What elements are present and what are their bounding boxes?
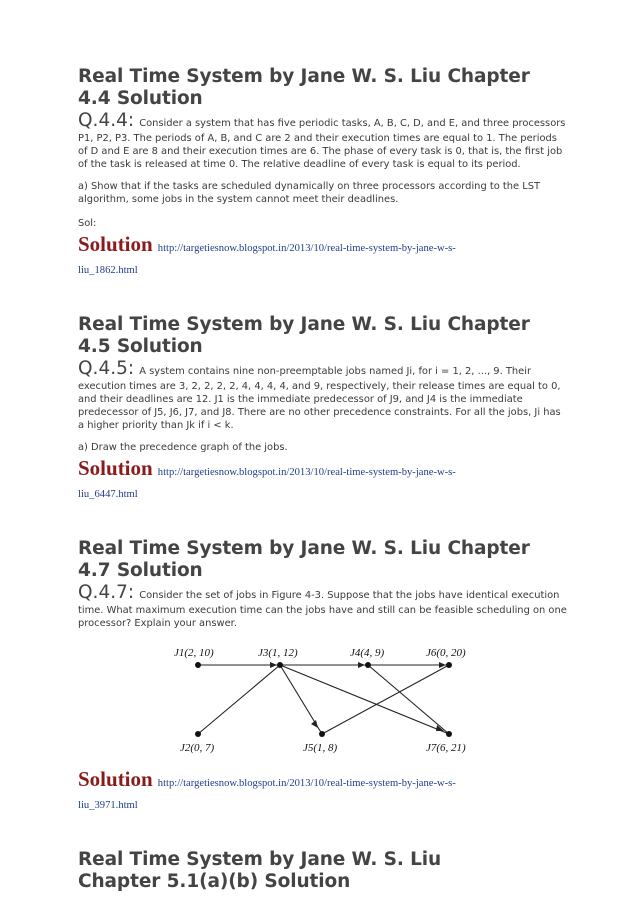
question-text-cont: execution times are 3, 2, 2, 2, 2, 4, 4, 4, 4, and 9, respectively, their release times are equal to 0, and their deadlines are 12. J1 is the immediate predecessor of J9, and J4 is the immediate predecessor of J5, J6, J7, and J8. There are no other precedence constraints. For all the jobs, Ji has a higher priority than Jk if i < k.	[78, 381, 561, 431]
precedence-graph-figure	[158, 644, 480, 762]
question-text: Consider the set of jobs in Figure 4-3. Suppose that the jobs have identical execution	[139, 590, 560, 601]
document-page	[78, 66, 568, 893]
node-label-j6: J6(0, 20)	[426, 647, 466, 659]
arrowhead	[358, 662, 365, 668]
arrowhead	[311, 720, 318, 728]
edge-j3-j2	[198, 665, 280, 734]
solution-link[interactable]: http://targetiesnow.blogspot.in/2013/10/real-time-system-by-jane-w-s-	[157, 243, 456, 254]
section-title: Real Time System by Jane W. S. Liu Chapter 5.1(a)(b) Solution	[78, 849, 442, 892]
node-j4-dot	[365, 662, 371, 668]
solution-link-cont[interactable]: liu_6447.html	[78, 489, 138, 500]
question-label: Q.4.5:	[78, 358, 135, 379]
part-a-text: a) Show that if the tasks are scheduled dynamically on three processors according to the LST algorithm, some jobs in the system cannot meet their deadlines.	[78, 181, 541, 205]
question-text: A system contains nine non-preemptable jobs named Ji, for i = 1, 2, ..., 9. Their	[139, 366, 532, 377]
question-text: Consider a system that has five periodic tasks, A, B, C, D, and E, and three processors	[139, 118, 566, 129]
section-title: Real Time System by Jane W. S. Liu Chapter 4.4 Solution	[78, 66, 530, 109]
node-j2-dot	[195, 731, 201, 737]
sol-label: Sol:	[78, 218, 97, 229]
node-label-j4: J4(4, 9)	[350, 647, 385, 659]
section-title: Real Time System by Jane W. S. Liu Chapter 4.5 Solution	[78, 314, 530, 357]
edge-j4-j7	[368, 665, 449, 734]
edge-j3-j7	[280, 665, 449, 734]
solution-link[interactable]: http://targetiesnow.blogspot.in/2013/10/real-time-system-by-jane-w-s-	[157, 778, 456, 789]
question-text-cont: time. What maximum execution time can the jobs have and still can be feasible scheduling on one processor? Explain your answer.	[78, 605, 567, 629]
solution-link[interactable]: http://targetiesnow.blogspot.in/2013/10/real-time-system-by-jane-w-s-	[157, 467, 456, 478]
question-text-cont: P1, P2, P3. The periods of A, B, and C are 2 and their execution times are equal to 1. The periods of D and E are 8 and their execution times are 6. The phase of every task is 0, that is, the first job of the task is released at time 0. The relative deadline of every task is equal to its period.	[78, 133, 563, 170]
node-j5-dot	[319, 731, 325, 737]
solution-heading: Solution	[78, 456, 153, 480]
solution-heading: Solution	[78, 767, 153, 791]
node-label-j3: J3(1, 12)	[258, 647, 298, 659]
section-4-5	[78, 314, 568, 504]
node-label-j5: J5(1, 8)	[303, 742, 338, 754]
node-j1-dot	[195, 662, 201, 668]
section-title: Real Time System by Jane W. S. Liu Chapter 4.7 Solution	[78, 538, 530, 581]
node-label-j7: J7(6, 21)	[426, 742, 466, 754]
section-4-4	[78, 66, 568, 280]
node-j3-dot	[277, 662, 283, 668]
section-5-1	[78, 849, 568, 893]
solution-link-cont[interactable]: liu_1862.html	[78, 265, 138, 276]
solution-heading: Solution	[78, 232, 153, 256]
edge-j6-j5	[322, 665, 449, 734]
solution-link-cont[interactable]: liu_3971.html	[78, 800, 138, 811]
question-label: Q.4.7:	[78, 582, 135, 603]
part-a-text: a) Draw the precedence graph of the jobs.	[78, 442, 288, 453]
section-4-7	[78, 538, 568, 815]
question-label: Q.4.4:	[78, 110, 135, 131]
node-j7-dot	[446, 731, 452, 737]
node-label-j2: J2(0, 7)	[180, 742, 215, 754]
node-j6-dot	[446, 662, 452, 668]
node-label-j1: J1(2, 10)	[174, 647, 214, 659]
arrowhead	[270, 662, 277, 668]
